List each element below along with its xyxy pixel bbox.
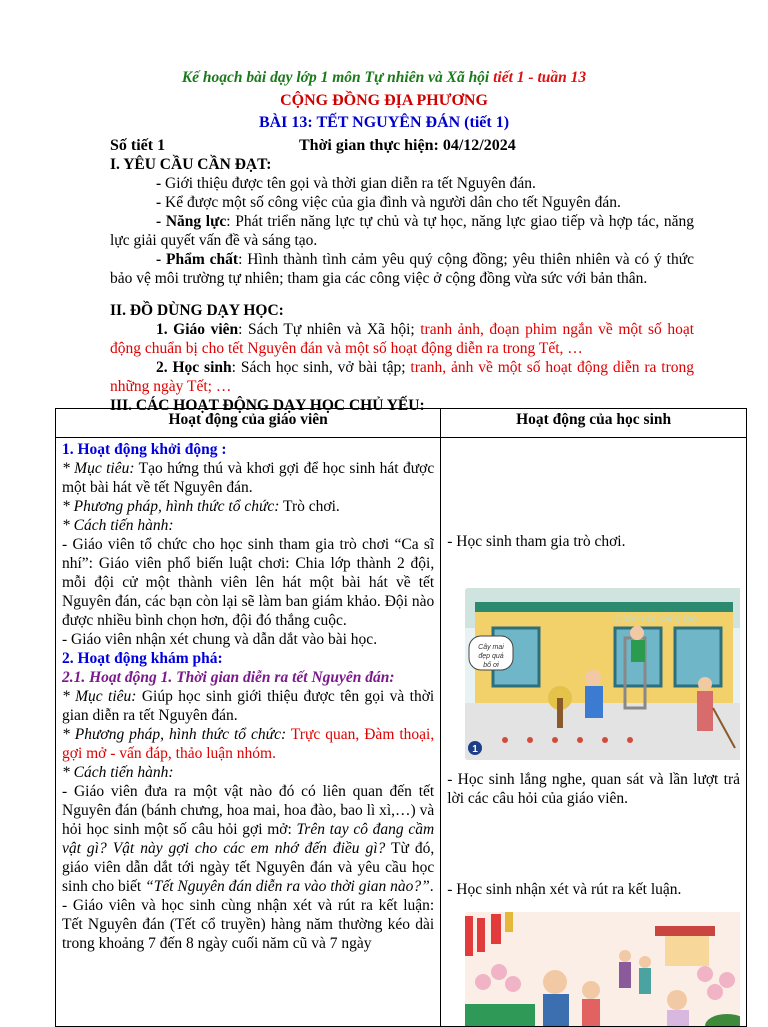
student-response-3: - Học sinh nhận xét và rút ra kết luận.	[447, 881, 682, 898]
activity2-title: 2. Hoạt động khám phá:	[62, 650, 223, 667]
student-cell	[441, 438, 747, 1027]
student-materials: 2. Học sinh: Sách học sinh, vở bài tập; tranh, ảnh về một số hoạt động diễn ra trong những ngày Tết; …	[110, 359, 695, 395]
student-response-1: - Học sinh tham gia trò chơi.	[447, 533, 626, 550]
illustration-tet-preparation	[465, 588, 740, 760]
activity21-goal: * Mục tiêu: Giúp học sinh giới thiệu được tên gọi và thời gian diễn ra tết Nguyên đán.	[62, 688, 435, 724]
teacher-column-header: Hoạt động của giáo viên	[56, 409, 441, 438]
speech-bubble-line3: bố ơi	[483, 662, 499, 669]
activity21-step2: - Giáo viên và học sinh cùng nhận xét và rút ra kết luận: Tết Nguyên đán (Tết cổ truyền) hàng năm thường kéo dài trong khoảng 7 đến 8 ngày cuối năm cũ và 7 ngày	[62, 897, 435, 952]
publisher-watermark: Chân trời sáng tạo	[615, 614, 698, 625]
speech-bubble-line2: đẹp quá	[478, 653, 504, 660]
requirement-item: - Giới thiệu được tên gọi và thời gian diễn ra tết Nguyên đán.	[156, 175, 536, 192]
activities-table	[55, 408, 747, 1027]
section-requirements	[110, 155, 694, 288]
section1-heading: I. YÊU CẦU CẦN ĐẠT:	[110, 156, 272, 173]
time-label: Thời gian thực hiện: 04/12/2024	[299, 137, 516, 154]
plan-title-week: tiết 1 - tuần 13	[493, 69, 587, 86]
section-materials	[110, 301, 694, 415]
teacher-materials: 1. Giáo viên: Sách Tự nhiên và Xã hội; tranh ảnh, đoạn phim ngắn về một số hoạt động chuẩn bị cho tết Nguyên đán và một số hoạt động diễn ra trong Tết, …	[110, 321, 695, 357]
period-row	[110, 136, 694, 155]
activity1-title: 1. Hoạt động khởi động :	[62, 441, 227, 458]
activity21-method: * Phương pháp, hình thức tổ chức: Trực quan, Đàm thoại, gợi mở - vấn đáp, thảo luận nhóm.	[62, 726, 435, 762]
requirement-item: - Phẩm chất: Hình thành tình cảm yêu quý cộng đồng; yêu thiên nhiên và có ý thức bảo vệ môi trường tự nhiên; tham gia các công việc ở cộng đồng vừa sức với bản thân.	[110, 251, 694, 287]
student-column-header: Hoạt động của học sinh	[441, 409, 747, 438]
section3-heading: III. CÁC HOẠT ĐỘNG DẠY HỌC CHỦ YẾU:	[110, 397, 425, 414]
speech-bubble-line1: Cây mai	[478, 644, 505, 651]
activity1-step1: - Giáo viên tổ chức cho học sinh tham gia trò chơi “Ca sĩ nhí”: Giáo viên phổ biến luật chơi: Chia lớp thành 2 đội, mỗi đội cử một thành viên lên hát một bài hát về tết Nguyên đán, các bạn còn lại sẽ làm ban giám khảo. Đội nào được nhiều bình chọn hơn, đội đó thắng cuộc.	[62, 536, 435, 629]
topic-title: CỘNG ĐỒNG ĐỊA PHƯƠNG	[280, 92, 488, 109]
activity1-goal: * Mục tiêu: Tạo hứng thú và khơi gợi để học sinh hát được một bài hát về tết Nguyên đán.	[62, 460, 435, 496]
student-response-2: - Học sinh lắng nghe, quan sát và lần lượt trả lời các câu hỏi của giáo viên.	[447, 771, 740, 807]
requirement-item: - Kể được một số công việc của gia đình và người dân cho tết Nguyên đán.	[156, 194, 621, 211]
tet-market-drawing	[465, 912, 740, 1026]
activity21-steps-label: * Cách tiến hành:	[62, 764, 174, 781]
activity1-step2: - Giáo viên nhận xét chung và dẫn dắt vào bài học.	[62, 631, 378, 648]
tet-preparation-drawing	[465, 588, 740, 760]
period-label: Số tiết 1	[110, 137, 166, 154]
teacher-cell	[56, 438, 441, 1027]
illustration-tet-market	[465, 912, 740, 1026]
requirement-item: - Năng lực: Phát triển năng lực tự chủ và tự học, năng lực giao tiếp và hợp tác, năng lực giải quyết vấn đề và sáng tạo.	[110, 213, 694, 249]
plan-title-main: Kế hoạch bài dạy lớp 1 môn Tự nhiên và Xã hội	[181, 69, 494, 86]
activity21-step1: - Giáo viên đưa ra một vật nào đó có liên quan đến tết Nguyên đán (bánh chưng, hoa mai, hoa đào, bao lì xì,…) và hỏi học sinh một số câu hỏi gợi mở: Trên tay cô đang cầm vật gì? Vật này gợi cho các em nhớ đến điều gì? Từ đó, giáo viên dẫn dắt tới ngày tết Nguyên đán và yêu cầu học sinh cho biết “Tết Nguyên đán diễn ra vào thời gian nào?”.	[62, 783, 435, 895]
activity21-title: 2.1. Hoạt động 1. Thời gian diễn ra tết Nguyên đán:	[62, 669, 395, 686]
section2-heading: II. ĐỒ DÙNG DẠY HỌC:	[110, 302, 284, 319]
lesson-title: BÀI 13: TẾT NGUYÊN ĐÁN (tiết 1)	[258, 114, 510, 131]
plan-title	[0, 68, 768, 87]
activity1-method: * Phương pháp, hình thức tổ chức: Trò chơi.	[62, 498, 340, 515]
picture-number: 1	[472, 744, 479, 755]
activity1-steps-label: * Cách tiến hành:	[62, 517, 174, 534]
